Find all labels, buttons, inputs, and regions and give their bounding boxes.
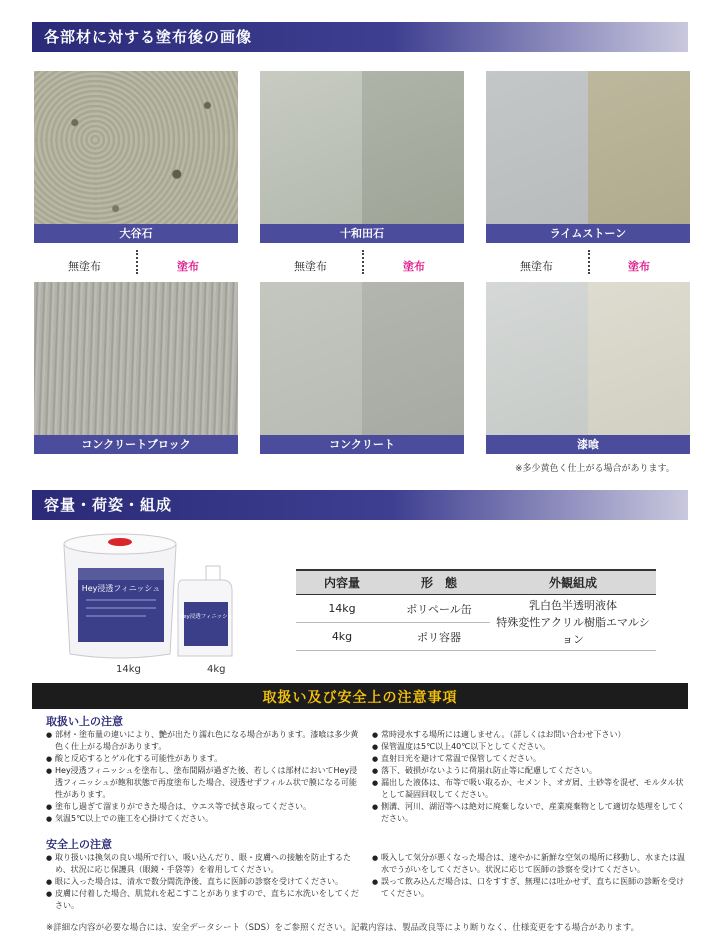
list-item: ● 塗布し過ぎて溜まりができた場合は、ウエス等で拭き取ってください。: [46, 801, 364, 813]
photo-caption: 十和田石: [260, 224, 464, 243]
list-item: ● 部材・塗布量の違いにより、艶が出たり濡れ色になる場合があります。漆喰は多少黄色く仕上がる場合があります。: [46, 729, 364, 753]
list-item: ● 誤って飲み込んだ場合は、口をすすぎ、無理には吐かせず、直ちに医師の診断を受けてください。: [372, 876, 688, 900]
section-header-packaging: [32, 490, 688, 520]
handling-right-list: [372, 729, 688, 825]
safety-left-list: [46, 852, 364, 912]
divider-dots: [588, 250, 590, 274]
coated-label: 塗布: [177, 260, 199, 273]
list-item: ● 落下、破損がないように荷崩れ防止等に配慮してください。: [372, 765, 688, 777]
photo-limestone: [486, 71, 690, 243]
cell-form: ポリペール缶: [388, 595, 490, 623]
section-header-safety: [32, 683, 688, 709]
product-image: [56, 528, 268, 664]
photo-caption: 漆喰: [486, 435, 690, 454]
handling-left-list: [46, 729, 364, 825]
divider-dots: [362, 250, 364, 274]
photo-caption: 大谷石: [34, 224, 238, 243]
bottle-container: [178, 566, 233, 656]
list-item: ● 気温5℃以上での施工を心掛けてください。: [46, 813, 364, 825]
cell-amount: 4kg: [296, 623, 388, 651]
col-header-amount: 内容量: [296, 570, 388, 595]
spec-table: [296, 569, 656, 651]
cell-amount: 14kg: [296, 595, 388, 623]
cell-appearance: [490, 595, 656, 651]
appearance-line: 乳白色半透明液体: [529, 599, 617, 612]
footer-note: ※詳細な内容が必要な場合には、安全データシート（SDS）をご参照ください。記載内容は、製品改良等により断りなく、仕様変更をする場合があります。: [46, 923, 640, 933]
pail-label: Hey浸透フィニッシュ: [81, 584, 161, 593]
list-item: ● 漏出した液体は、布等で吸い取るか、セメント、オガ屑、土砂等を混ぜ、モルタル状として凝固回収してください。: [372, 777, 688, 801]
list-item: ● 吸入して気分が悪くなった場合は、速やかに新鮮な空気の場所に移動し、水または温水でうがいをしてください。状況に応じて医師の診察を受けてください。: [372, 852, 688, 876]
safety-title: 安全上の注意: [46, 838, 112, 851]
list-item: ● 取り扱いは換気の良い場所で行い、吸い込んだり、眼・皮膚への接触を防止するため、状況に応じ保護具（眼鏡・手袋等）を着用してください。: [46, 852, 364, 876]
section-title: 取扱い及び安全上の注意事項: [262, 690, 458, 706]
divider-dots: [136, 250, 138, 274]
pail-caption: 14kg: [116, 664, 141, 675]
photo-caption: コンクリートブロック: [34, 435, 238, 454]
photo-concrete: [260, 282, 464, 454]
list-item: ● 保管温度は5℃以上40℃以下としてください。: [372, 741, 688, 753]
table-header-row: [296, 570, 656, 595]
photo-concrete-block: [34, 282, 238, 454]
list-item: ● 常時浸水する場所には適しません。（詳しくはお問い合わせ下さい）: [372, 729, 688, 741]
handling-title: 取扱い上の注意: [46, 715, 123, 728]
coated-label: 塗布: [403, 260, 425, 273]
uncoated-label: 無塗布: [520, 260, 553, 273]
photo-towada-stone: [260, 71, 464, 243]
col-header-form: 形 態: [388, 570, 490, 595]
uncoated-label: 無塗布: [294, 260, 327, 273]
bottle-caption: 4kg: [207, 664, 226, 675]
list-item: ● 直射日光を避けて常温で保管してください。: [372, 753, 688, 765]
safety-right-list: [372, 852, 688, 900]
list-item: ● 皮膚に付着した場合、肌荒れを起こすことがありますので、直ちに水洗いをしてください。: [46, 888, 364, 912]
section-title: 容量・荷姿・組成: [44, 496, 173, 514]
cell-form: ポリ容器: [388, 623, 490, 651]
pail-container: [64, 534, 176, 658]
photo-caption: ライムストーン: [486, 224, 690, 243]
photo-plaster: [486, 282, 690, 454]
photo-note: ※多少黄色く仕上がる場合があります。: [515, 464, 675, 474]
section-header-images: [32, 22, 688, 52]
list-item: ● 酸と反応するとゲル化する可能性があります。: [46, 753, 364, 765]
section-title: 各部材に対する塗布後の画像: [44, 28, 253, 46]
photo-oya-stone: [34, 71, 238, 243]
coated-label: 塗布: [628, 260, 650, 273]
table-row: [296, 595, 656, 623]
appearance-line: 特殊変性アクリル樹脂エマルション: [496, 616, 650, 646]
uncoated-label: 無塗布: [68, 260, 101, 273]
list-item: ● 側溝、河川、湖沼等へは絶対に廃棄しないで、産業廃棄物として適切な処理をしてください。: [372, 801, 688, 825]
list-item: ● 眼に入った場合は、清水で数分間洗浄後、直ちに医師の診察を受けてください。: [46, 876, 364, 888]
col-header-appearance: 外観組成: [490, 570, 656, 595]
bottle-label: Hey浸透フィニッシュ: [178, 614, 234, 620]
photo-caption: コンクリート: [260, 435, 464, 454]
list-item: ● Hey浸透フィニッシュを塗布し、塗布間隔が過ぎた後、若しくは部材においてHey浸透フィニッシュが飽和状態で再度塗布した場合、浸透せずフィルム状で膜になる可能性があります。: [46, 765, 364, 801]
